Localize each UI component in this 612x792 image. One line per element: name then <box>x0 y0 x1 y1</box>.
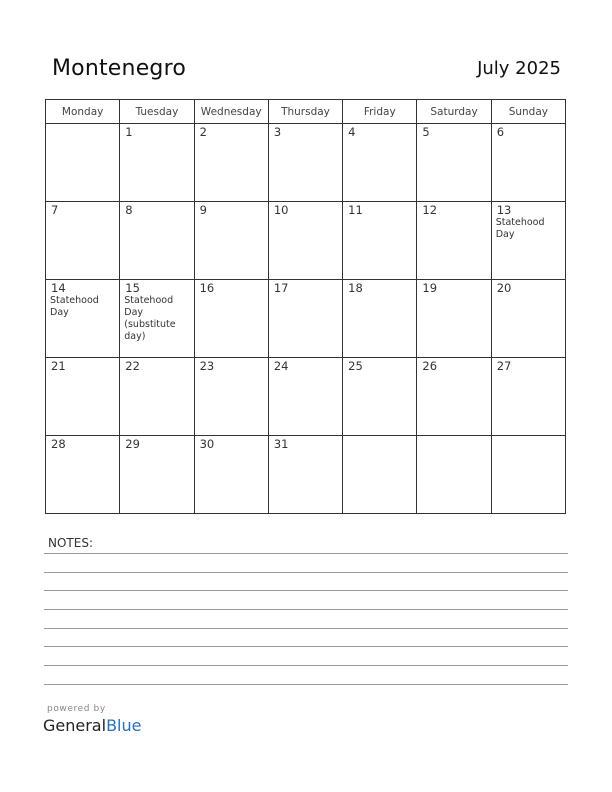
day-cell <box>417 358 491 436</box>
day-number: 10 <box>273 203 289 217</box>
day-cell <box>194 124 268 202</box>
day-cell <box>194 358 268 436</box>
note-line <box>44 665 568 666</box>
brand-blue: Blue <box>106 716 142 735</box>
day-number: 12 <box>422 203 438 217</box>
calendar-body <box>46 124 566 514</box>
day-cell <box>194 202 268 280</box>
day-cell <box>491 202 565 280</box>
week-row <box>46 202 566 280</box>
day-cell <box>343 358 417 436</box>
weekday-thursday: Thursday <box>268 100 342 124</box>
day-number: 25 <box>348 359 363 373</box>
day-number: 31 <box>273 437 289 451</box>
holiday-label: Statehood Day <box>50 295 99 318</box>
day-cell <box>491 124 565 202</box>
day-number: 22 <box>125 359 140 373</box>
day-number: 6 <box>496 125 505 139</box>
day-cell <box>268 280 342 358</box>
day-number <box>417 436 490 437</box>
note-line <box>44 553 568 554</box>
day-number: 21 <box>51 359 66 373</box>
week-row <box>46 436 566 514</box>
day-number: 18 <box>348 281 363 295</box>
day-number <box>492 436 565 437</box>
weekday-tuesday: Tuesday <box>120 100 194 124</box>
day-cell <box>120 202 194 280</box>
day-number: 27 <box>496 359 512 373</box>
day-number <box>46 124 119 125</box>
note-line <box>44 628 568 629</box>
day-number: 9 <box>199 203 207 217</box>
week-row <box>46 280 566 358</box>
holiday-label: Statehood Day (substitute day) <box>124 295 176 342</box>
weekday-saturday: Saturday <box>417 100 491 124</box>
brand-general: General <box>43 716 107 735</box>
month-title: July 2025 <box>477 58 561 79</box>
day-number: 23 <box>199 359 215 373</box>
day-cell <box>46 124 120 202</box>
day-cell <box>343 124 417 202</box>
day-number: 24 <box>273 359 289 373</box>
weekday-header-row <box>46 100 566 124</box>
day-cell <box>268 358 342 436</box>
calendar-grid <box>45 99 566 514</box>
day-cell <box>268 202 342 280</box>
day-number: 26 <box>422 359 438 373</box>
day-cell <box>46 202 120 280</box>
day-number: 17 <box>273 281 289 295</box>
day-cell <box>46 280 120 358</box>
day-cell <box>268 124 342 202</box>
day-cell <box>343 280 417 358</box>
day-cell <box>120 280 194 358</box>
note-line <box>44 684 568 685</box>
day-cell <box>417 436 491 514</box>
day-cell <box>46 436 120 514</box>
day-cell <box>120 124 194 202</box>
day-number: 3 <box>273 125 282 139</box>
day-number: 5 <box>422 125 430 139</box>
day-number: 1 <box>125 125 133 139</box>
day-number: 15 <box>125 281 140 295</box>
note-line <box>44 572 568 573</box>
weekday-wednesday: Wednesday <box>194 100 268 124</box>
day-cell <box>343 202 417 280</box>
day-number: 13 <box>496 203 512 217</box>
day-number: 8 <box>125 203 133 217</box>
day-number: 14 <box>51 281 66 295</box>
powered-by-text: powered by <box>47 704 106 714</box>
day-cell <box>343 436 417 514</box>
day-cell <box>417 202 491 280</box>
week-row <box>46 124 566 202</box>
day-number: 30 <box>199 437 215 451</box>
day-number: 16 <box>199 281 215 295</box>
day-number <box>343 436 416 437</box>
weekday-sunday: Sunday <box>491 100 565 124</box>
day-cell <box>46 358 120 436</box>
day-number: 29 <box>125 437 140 451</box>
weekday-friday: Friday <box>343 100 417 124</box>
day-cell <box>120 436 194 514</box>
holiday-label: Statehood Day <box>495 217 545 240</box>
day-number: 2 <box>199 125 207 139</box>
day-number: 28 <box>51 437 66 451</box>
note-line <box>44 590 568 591</box>
day-cell <box>194 280 268 358</box>
day-number: 20 <box>496 281 512 295</box>
day-cell <box>417 124 491 202</box>
day-cell <box>491 436 565 514</box>
day-cell <box>120 358 194 436</box>
country-title: Montenegro <box>52 56 187 81</box>
note-line <box>44 609 568 610</box>
day-cell <box>491 358 565 436</box>
day-number: 7 <box>51 203 59 217</box>
day-number: 19 <box>422 281 438 295</box>
weekday-monday: Monday <box>46 100 120 124</box>
day-number: 4 <box>348 125 356 139</box>
day-cell <box>268 436 342 514</box>
day-number: 11 <box>348 203 363 217</box>
day-cell <box>491 280 565 358</box>
notes-label: NOTES: <box>48 536 93 550</box>
note-line <box>44 646 568 647</box>
week-row <box>46 358 566 436</box>
generalblue-logo <box>43 716 141 735</box>
day-cell <box>194 436 268 514</box>
day-cell <box>417 280 491 358</box>
